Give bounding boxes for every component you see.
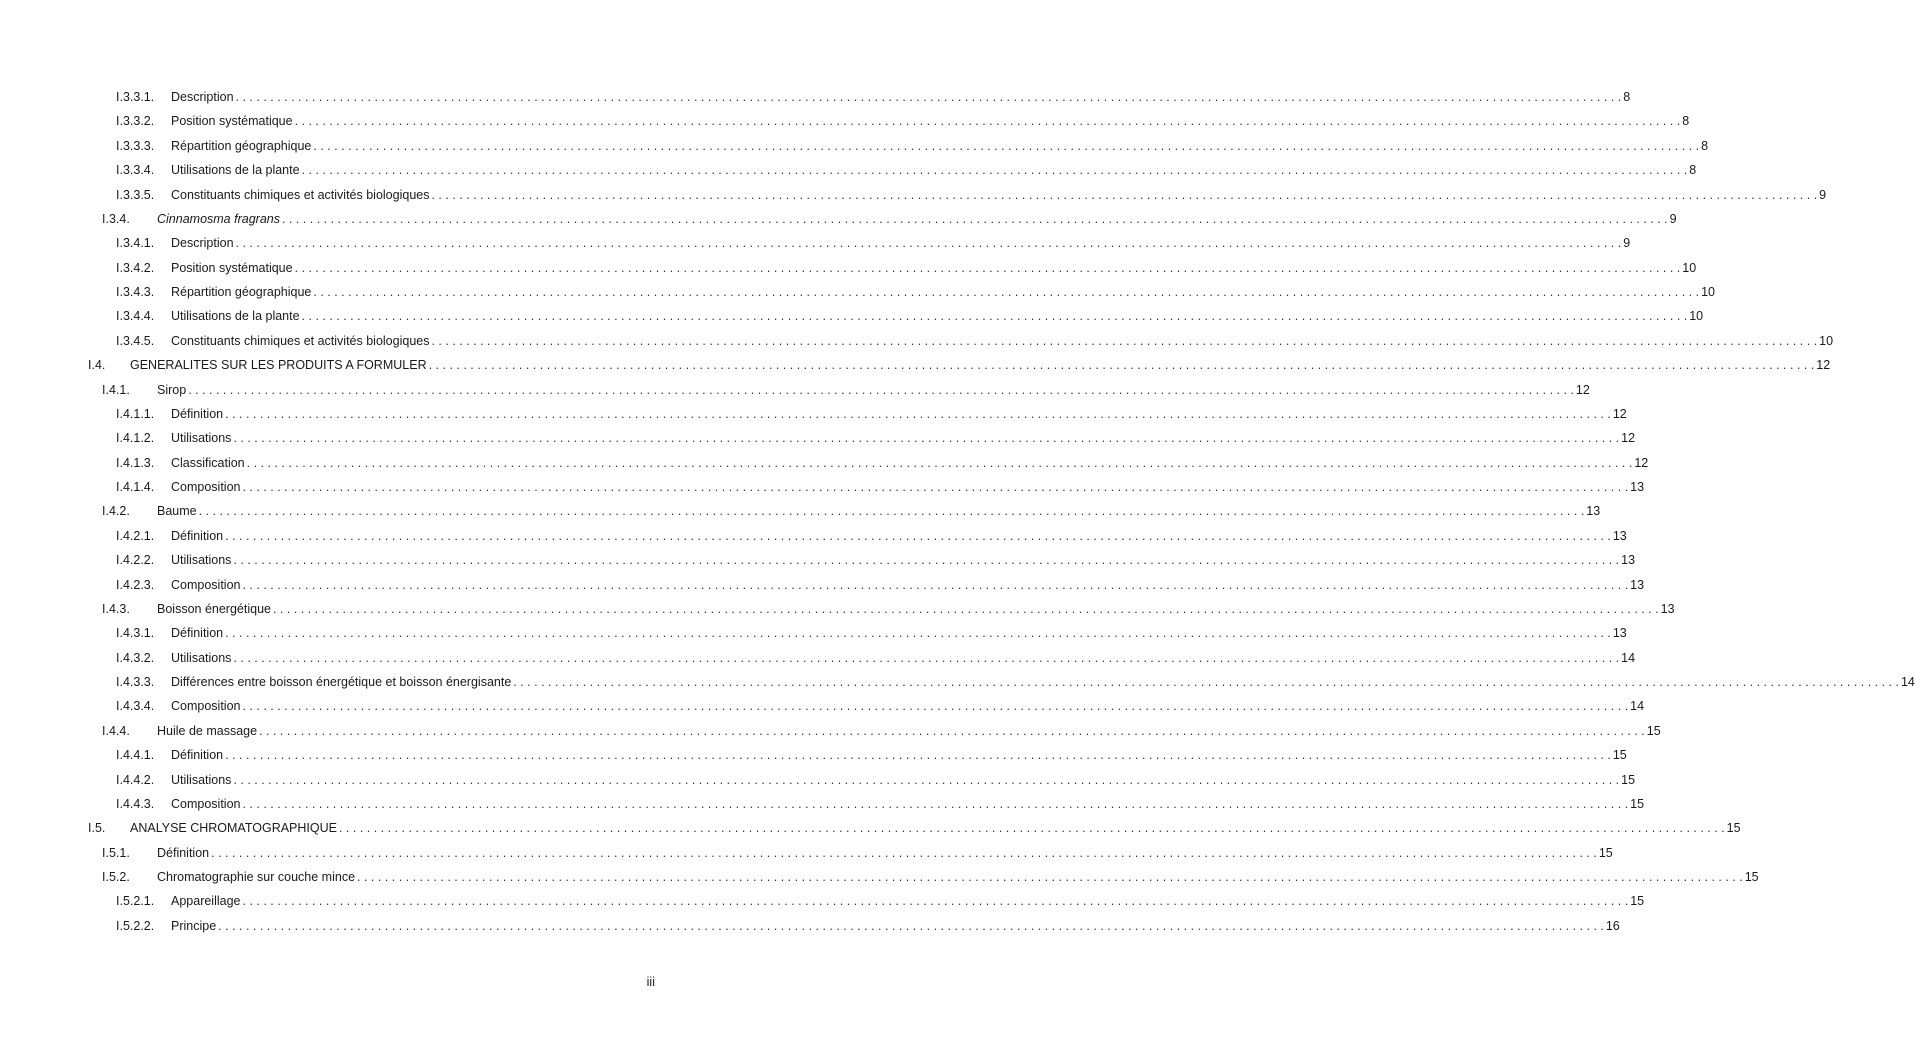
toc-entry-line xyxy=(171,916,1620,936)
toc-entry-line xyxy=(171,136,1709,156)
toc-entry-number: I.3.4.1. xyxy=(116,236,155,251)
toc-entry-page: 12 xyxy=(1621,431,1636,446)
toc-entry-line xyxy=(157,599,1675,619)
dot-leader: . . . . . . . . . . . . . . . . . . . . . . . . . . . . . . . . . . . . . . . . . . . . . . . . . . . . . . . . . . . . . . . . . . . . . . . . . . . . . . . . . . . . . . . . . . . . . . . . . . . . . . . . . . . . . . . . . . . . . . . . . . . . . . . . . . . . . . . . . . . . . . . . . . . . . . . . . . . . . . . . . . . . . . . . . . . . . . . . . . . . . . . . . . . . . . . . . . . . . . . . xyxy=(428,358,1815,373)
dot-leader: . . . . . . . . . . . . . . . . . . . . . . . . . . . . . . . . . . . . . . . . . . . . . . . . . . . . . . . . . . . . . . . . . . . . . . . . . . . . . . . . . . . . . . . . . . . . . . . . . . . . . . . . . . . . . . . . . . . . . . . . . . . . . . . . . . . . . . . . . . . . . . . . . . . . . . . . . . . . . . . . . . . . . . . . . . . . . . . . . . . . . . . . . . . . . . . . . . . . . . . . xyxy=(313,138,1700,153)
toc-entry-number: I.3.3.5. xyxy=(116,187,155,202)
toc-entry-line xyxy=(171,575,1645,595)
toc-entry-number: I.4.2.2. xyxy=(116,553,155,568)
toc-entry-page: 13 xyxy=(1612,626,1627,641)
toc-entry-title: Classification xyxy=(171,455,245,470)
toc-entry-title: Différences entre boisson énergétique et boisson énergisante xyxy=(171,675,512,689)
toc-entry-page: 10 xyxy=(1682,260,1697,275)
table-of-contents xyxy=(0,87,1915,940)
toc-entry-line xyxy=(171,648,1636,668)
toc-entry-page: 12 xyxy=(1816,358,1831,373)
dot-leader: . . . . . . . . . . . . . . . . . . . . . . . . . . . . . . . . . . . . . . . . . . . . . . . . . . . . . . . . . . . . . . . . . . . . . . . . . . . . . . . . . . . . . . . . . . . . . . . . . . . . . . . . . . . . . . . . . . . . . . . . . . . . . . . . . . . . . . . . . . . . . . . . . . . . . . . . . . . . . . . . . . . . . . . . . . . . . . . . . . . . . . . . . . . . . . . . . . . . . . . . xyxy=(242,577,1629,592)
toc-entry-line xyxy=(171,111,1690,131)
dot-leader: . . . . . . . . . . . . . . . . . . . . . . . . . . . . . . . . . . . . . . . . . . . . . . . . . . . . . . . . . . . . . . . . . . . . . . . . . . . . . . . . . . . . . . . . . . . . . . . . . . . . . . . . . . . . . . . . . . . . . . . . . . . . . . . . . . . . . . . . . . . . . . . . . . . . . . . . . . . . . . . . . . . . . . . . . . . . . . . . . . . . . . . . . . . . . . . . . . . . . . . . xyxy=(233,772,1620,787)
dot-leader: . . . . . . . . . . . . . . . . . . . . . . . . . . . . . . . . . . . . . . . . . . . . . . . . . . . . . . . . . . . . . . . . . . . . . . . . . . . . . . . . . . . . . . . . . . . . . . . . . . . . . . . . . . . . . . . . . . . . . . . . . . . . . . . . . . . . . . . . . . . . . . . . . . . . . . . . . . . . . . . . . . . . . . . . . . . . . . . . . . . . . . . . . . . . . . . . . . . . . . . . xyxy=(235,90,1622,104)
dot-leader: . . . . . . . . . . . . . . . . . . . . . . . . . . . . . . . . . . . . . . . . . . . . . . . . . . . . . . . . . . . . . . . . . . . . . . . . . . . . . . . . . . . . . . . . . . . . . . . . . . . . . . . . . . . . . . . . . . . . . . . . . . . . . . . . . . . . . . . . . . . . . . . . . . . . . . . . . . . . . . . . . . . . . . . . . . . . . . . . . . . . . . . . . . . . . . . . . . . . . . . . xyxy=(294,114,1681,129)
toc-entry-number: I.3.3.2. xyxy=(116,114,155,129)
toc-entry[interactable] xyxy=(0,355,1831,379)
toc-entry-number: I.5.2.2. xyxy=(116,918,155,933)
toc-entry-title: Répartition géographique xyxy=(171,285,312,299)
toc-entry-line xyxy=(171,233,1631,253)
toc-entry-title: Description xyxy=(171,236,234,251)
toc-entry[interactable] xyxy=(0,453,1649,477)
toc-entry[interactable] xyxy=(0,258,1697,282)
toc-entry-title: Position systématique xyxy=(171,114,293,129)
dot-leader: . . . . . . . . . . . . . . . . . . . . . . . . . . . . . . . . . . . . . . . . . . . . . . . . . . . . . . . . . . . . . . . . . . . . . . . . . . . . . . . . . . . . . . . . . . . . . . . . . . . . . . . . . . . . . . . . . . . . . . . . . . . . . . . . . . . . . . . . . . . . . . . . . . . . . . . . . . . . . . . . . . . . . . . . . . . . . . . . . . . . . . . . . . . . . . . . . . . . . . . . xyxy=(301,163,1688,178)
toc-entry-page: 15 xyxy=(1598,845,1613,860)
toc-entry[interactable] xyxy=(0,404,1627,428)
toc-entry-page: 9 xyxy=(1623,236,1631,251)
toc-entry-page: 9 xyxy=(1819,187,1827,202)
toc-entry-page: 15 xyxy=(1630,894,1645,909)
toc-entry-number: I.4.2.3. xyxy=(116,577,155,592)
toc-entry-title: Définition xyxy=(171,626,224,641)
toc-entry-page: 15 xyxy=(1646,723,1661,738)
toc-entry-title: Chromatographie sur couche mince xyxy=(157,870,356,884)
toc-entry[interactable] xyxy=(0,306,1704,330)
toc-entry[interactable] xyxy=(0,721,1661,745)
dot-leader: . . . . . . . . . . . . . . . . . . . . . . . . . . . . . . . . . . . . . . . . . . . . . . . . . . . . . . . . . . . . . . . . . . . . . . . . . . . . . . . . . . . . . . . . . . . . . . . . . . . . . . . . . . . . . . . . . . . . . . . . . . . . . . . . . . . . . . . . . . . . . . . . . . . . . . . . . . . . . . . . . . . . . . . . . . . . . . . . . . . . . . . . . . . . . . . . . . . . . . . . xyxy=(235,236,1622,251)
toc-entry-number: I.4.3.4. xyxy=(116,699,155,714)
toc-entry-page: 10 xyxy=(1701,285,1715,299)
dot-leader: . . . . . . . . . . . . . . . . . . . . . . . . . . . . . . . . . . . . . . . . . . . . . . . . . . . . . . . . . . . . . . . . . . . . . . . . . . . . . . . . . . . . . . . . . . . . . . . . . . . . . . . . . . . . . . . . . . . . . . . . . . . . . . . . . . . . . . . . . . . . . . . . . . . . . . . . . . . . . . . . . . . . . . . . . . . . . . . . . . . . . . . . . . . . . . . . . . . . . . . . xyxy=(513,675,1899,689)
toc-entry-number: I.4.4.1. xyxy=(116,748,155,763)
toc-entry-title: Cinnamosma fragrans xyxy=(157,211,280,226)
toc-entry[interactable] xyxy=(0,770,1636,794)
toc-entry[interactable] xyxy=(0,331,1834,355)
toc-entry-title: Utilisations xyxy=(171,553,232,568)
toc-entry-number: I.3.4. xyxy=(102,211,130,226)
toc-entry-title: Description xyxy=(171,90,234,104)
toc-entry-line xyxy=(171,526,1627,546)
toc-entry-title: ANALYSE CHROMATOGRAPHIQUE xyxy=(130,821,337,836)
toc-entry-title: Définition xyxy=(171,406,224,421)
toc-entry-title: Baume xyxy=(157,504,197,519)
toc-entry-page: 8 xyxy=(1682,114,1690,129)
toc-entry-line xyxy=(171,623,1627,643)
toc-entry-line xyxy=(171,185,1827,205)
dot-leader: . . . . . . . . . . . . . . . . . . . . . . . . . . . . . . . . . . . . . . . . . . . . . . . . . . . . . . . . . . . . . . . . . . . . . . . . . . . . . . . . . . . . . . . . . . . . . . . . . . . . . . . . . . . . . . . . . . . . . . . . . . . . . . . . . . . . . . . . . . . . . . . . . . . . . . . . . . . . . . . . . . . . . . . . . . . . . . . . . . . . . . . . . . . . . . . . . . . . . . . . xyxy=(272,601,1659,616)
toc-entry-title: Répartition géographique xyxy=(171,138,312,153)
toc-entry-title: Constituants chimiques et activités biologiques xyxy=(171,333,430,348)
toc-entry-number: I.4.2. xyxy=(102,504,130,519)
toc-entry-line xyxy=(157,501,1601,521)
toc-entry[interactable] xyxy=(0,672,1915,696)
toc-entry-number: I.3.4.3. xyxy=(116,285,155,299)
toc-entry-line xyxy=(171,306,1704,326)
toc-entry[interactable] xyxy=(0,380,1590,404)
toc-entry-title: Définition xyxy=(171,528,224,543)
dot-leader: . . . . . . . . . . . . . . . . . . . . . . . . . . . . . . . . . . . . . . . . . . . . . . . . . . . . . . . . . . . . . . . . . . . . . . . . . . . . . . . . . . . . . . . . . . . . . . . . . . . . . . . . . . . . . . . . . . . . . . . . . . . . . . . . . . . . . . . . . . . . . . . . . . . . . . . . . . . . . . . . . . . . . . . . . . . . . . . . . . . . . . . . . . . . . . . . . . . . . . . . xyxy=(225,626,1611,641)
toc-entry-number: I.4.1.1. xyxy=(116,406,155,421)
toc-entry-title: Définition xyxy=(157,845,210,860)
page-number: iii xyxy=(646,975,655,989)
dot-leader: . . . . . . . . . . . . . . . . . . . . . . . . . . . . . . . . . . . . . . . . . . . . . . . . . . . . . . . . . . . . . . . . . . . . . . . . . . . . . . . . . . . . . . . . . . . . . . . . . . . . . . . . . . . . . . . . . . . . . . . . . . . . . . . . . . . . . . . . . . . . . . . . . . . . . . . . . . . . . . . . . . . . . . . . . . . . . . . . . . . . . . . . . . . . . . . . . . . . . . . . xyxy=(357,870,1743,884)
toc-entry[interactable] xyxy=(0,111,1690,135)
toc-entry[interactable] xyxy=(0,916,1620,940)
dot-leader: . . . . . . . . . . . . . . . . . . . . . . . . . . . . . . . . . . . . . . . . . . . . . . . . . . . . . . . . . . . . . . . . . . . . . . . . . . . . . . . . . . . . . . . . . . . . . . . . . . . . . . . . . . . . . . . . . . . . . . . . . . . . . . . . . . . . . . . . . . . . . . . . . . . . . . . . . . . . . . . . . . . . . . . . . . . . . . . . . . . . . . . . . . . . . . . . . . . . . . . . xyxy=(313,285,1700,299)
toc-entry-number: I.4.3.3. xyxy=(116,675,155,689)
dot-leader: . . . . . . . . . . . . . . . . . . . . . . . . . . . . . . . . . . . . . . . . . . . . . . . . . . . . . . . . . . . . . . . . . . . . . . . . . . . . . . . . . . . . . . . . . . . . . . . . . . . . . . . . . . . . . . . . . . . . . . . . . . . . . . . . . . . . . . . . . . . . . . . . . . . . . . . . . . . . . . . . . . . . . . . . . . . . . . . . . . . . . . . . . . . . . . . . . . . . . . . . xyxy=(198,504,1585,519)
toc-entry-page: 15 xyxy=(1744,870,1759,884)
toc-entry-title: Utilisations xyxy=(171,772,232,787)
dot-leader: . . . . . . . . . . . . . . . . . . . . . . . . . . . . . . . . . . . . . . . . . . . . . . . . . . . . . . . . . . . . . . . . . . . . . . . . . . . . . . . . . . . . . . . . . . . . . . . . . . . . . . . . . . . . . . . . . . . . . . . . . . . . . . . . . . . . . . . . . . . . . . . . . . . . . . . . . . . . . . . . . . . . . . . . . . . . . . . . . . . . . . . . . . . . . . . . . . . . . . . . xyxy=(281,211,1668,226)
dot-leader: . . . . . . . . . . . . . . . . . . . . . . . . . . . . . . . . . . . . . . . . . . . . . . . . . . . . . . . . . . . . . . . . . . . . . . . . . . . . . . . . . . . . . . . . . . . . . . . . . . . . . . . . . . . . . . . . . . . . . . . . . . . . . . . . . . . . . . . . . . . . . . . . . . . . . . . . . . . . . . . . . . . . . . . . . . . . . . . . . . . . . . . . . . . . . . . . . . . . . . . . xyxy=(242,796,1629,811)
toc-entry-number: I.4.3.1. xyxy=(116,626,155,641)
toc-entry-title: Définition xyxy=(171,748,224,763)
toc-entry-line xyxy=(157,380,1590,400)
toc-entry-number: I.4.1.2. xyxy=(116,431,155,446)
toc-entry[interactable] xyxy=(0,209,1677,233)
toc-entry-line xyxy=(171,745,1627,765)
toc-entry-line xyxy=(171,477,1645,497)
toc-entry-title: Composition xyxy=(171,577,241,592)
toc-entry-title: Utilisations de la plante xyxy=(171,163,300,178)
toc-entry[interactable] xyxy=(0,282,1715,306)
toc-entry[interactable] xyxy=(0,696,1645,720)
toc-entry-page: 8 xyxy=(1689,163,1697,178)
toc-entry-number: I.5.1. xyxy=(102,845,130,860)
toc-entry-number: I.5.2.1. xyxy=(116,894,155,909)
toc-entry-page: 14 xyxy=(1621,650,1636,665)
toc-entry-title: Sirop xyxy=(157,382,187,397)
dot-leader: . . . . . . . . . . . . . . . . . . . . . . . . . . . . . . . . . . . . . . . . . . . . . . . . . . . . . . . . . . . . . . . . . . . . . . . . . . . . . . . . . . . . . . . . . . . . . . . . . . . . . . . . . . . . . . . . . . . . . . . . . . . . . . . . . . . . . . . . . . . . . . . . . . . . . . . . . . . . . . . . . . . . . . . . . . . . . . . . . . . . . . . . . . . . . . . . . . . . . . . . xyxy=(233,650,1620,665)
toc-entry-number: I.4.1.3. xyxy=(116,455,155,470)
toc-entry-number: I.3.3.4. xyxy=(116,163,155,178)
toc-entry[interactable] xyxy=(0,794,1645,818)
toc-entry-page: 13 xyxy=(1621,553,1636,568)
toc-entry-page: 13 xyxy=(1630,577,1645,592)
toc-entry-page: 12 xyxy=(1575,382,1590,397)
toc-entry-page: 16 xyxy=(1605,918,1620,933)
toc-entry-title: Boisson énergétique xyxy=(157,601,271,616)
toc-entry-number: I.3.3.1. xyxy=(116,90,155,104)
toc-entry-title: Composition xyxy=(171,480,241,494)
toc-entry-page: 13 xyxy=(1586,504,1601,519)
toc-entry-line xyxy=(171,282,1715,302)
toc-entry-title: Utilisations xyxy=(171,650,232,665)
toc-entry-page: 13 xyxy=(1660,601,1675,616)
toc-entry-title: Appareillage xyxy=(171,894,241,909)
toc-entry-number: I.4.4.3. xyxy=(116,796,155,811)
toc-entry-line xyxy=(157,209,1677,229)
dot-leader: . . . . . . . . . . . . . . . . . . . . . . . . . . . . . . . . . . . . . . . . . . . . . . . . . . . . . . . . . . . . . . . . . . . . . . . . . . . . . . . . . . . . . . . . . . . . . . . . . . . . . . . . . . . . . . . . . . . . . . . . . . . . . . . . . . . . . . . . . . . . . . . . . . . . . . . . . . . . . . . . . . . . . . . . . . . . . . . . . . . . . . . . . . . . . . . . . . . . . . . . xyxy=(211,845,1597,860)
toc-entry[interactable] xyxy=(0,160,1697,184)
dot-leader: . . . . . . . . . . . . . . . . . . . . . . . . . . . . . . . . . . . . . . . . . . . . . . . . . . . . . . . . . . . . . . . . . . . . . . . . . . . . . . . . . . . . . . . . . . . . . . . . . . . . . . . . . . . . . . . . . . . . . . . . . . . . . . . . . . . . . . . . . . . . . . . . . . . . . . . . . . . . . . . . . . . . . . . . . . . . . . . . . . . . . . . . . . . . . . . . . . . . . . . . xyxy=(225,748,1611,763)
toc-entry-number: I.4.1.4. xyxy=(116,480,155,494)
toc-entry-page: 9 xyxy=(1669,211,1677,226)
toc-entry[interactable] xyxy=(0,526,1627,550)
dot-leader: . . . . . . . . . . . . . . . . . . . . . . . . . . . . . . . . . . . . . . . . . . . . . . . . . . . . . . . . . . . . . . . . . . . . . . . . . . . . . . . . . . . . . . . . . . . . . . . . . . . . . . . . . . . . . . . . . . . . . . . . . . . . . . . . . . . . . . . . . . . . . . . . . . . . . . . . . . . . . . . . . . . . . . . . . . . . . . . . . . . . . . . . . . . . . . . . . . . . . . . . xyxy=(294,260,1681,275)
toc-entry-page: 10 xyxy=(1819,333,1834,348)
toc-entry-number: I.5.2. xyxy=(102,870,130,884)
toc-entry-title: Huile de massage xyxy=(157,723,258,738)
toc-entry-line xyxy=(171,891,1645,911)
toc-entry-line xyxy=(171,696,1645,716)
toc-entry-page: 15 xyxy=(1612,748,1627,763)
toc-entry-title: Composition xyxy=(171,699,241,714)
toc-entry-line xyxy=(157,721,1661,741)
dot-leader: . . . . . . . . . . . . . . . . . . . . . . . . . . . . . . . . . . . . . . . . . . . . . . . . . . . . . . . . . . . . . . . . . . . . . . . . . . . . . . . . . . . . . . . . . . . . . . . . . . . . . . . . . . . . . . . . . . . . . . . . . . . . . . . . . . . . . . . . . . . . . . . . . . . . . . . . . . . . . . . . . . . . . . . . . . . . . . . . . . . . . . . . . . . . . . . . . . . . . . . . xyxy=(242,894,1629,909)
toc-entry-title: Utilisations de la plante xyxy=(171,309,300,324)
toc-entry-number: I.3.3.3. xyxy=(116,138,155,153)
toc-entry-line xyxy=(130,818,1741,838)
toc-entry[interactable] xyxy=(0,233,1631,257)
toc-entry-number: I.3.4.5. xyxy=(116,333,155,348)
toc-entry-title: Composition xyxy=(171,796,241,811)
toc-entry-line xyxy=(171,404,1627,424)
toc-entry[interactable] xyxy=(0,599,1675,623)
toc-entry-number: I.4.3. xyxy=(102,601,130,616)
toc-entry[interactable] xyxy=(0,623,1627,647)
toc-entry-page: 15 xyxy=(1726,821,1741,836)
toc-entry-title: Position systématique xyxy=(171,260,293,275)
toc-entry-number: I.4.4.2. xyxy=(116,772,155,787)
dot-leader: . . . . . . . . . . . . . . . . . . . . . . . . . . . . . . . . . . . . . . . . . . . . . . . . . . . . . . . . . . . . . . . . . . . . . . . . . . . . . . . . . . . . . . . . . . . . . . . . . . . . . . . . . . . . . . . . . . . . . . . . . . . . . . . . . . . . . . . . . . . . . . . . . . . . . . . . . . . . . . . . . . . . . . . . . . . . . . . . . . . . . . . . . . . . . . . . . . . . . . . . xyxy=(188,382,1574,397)
toc-entry-number: I.5. xyxy=(88,821,106,836)
toc-entry-line xyxy=(171,770,1636,790)
toc-entry[interactable] xyxy=(0,648,1636,672)
toc-entry[interactable] xyxy=(0,550,1636,574)
toc-entry-line xyxy=(171,160,1697,180)
dot-leader: . . . . . . . . . . . . . . . . . . . . . . . . . . . . . . . . . . . . . . . . . . . . . . . . . . . . . . . . . . . . . . . . . . . . . . . . . . . . . . . . . . . . . . . . . . . . . . . . . . . . . . . . . . . . . . . . . . . . . . . . . . . . . . . . . . . . . . . . . . . . . . . . . . . . . . . . . . . . . . . . . . . . . . . . . . . . . . . . . . . . . . . . . . . . . . . . . . . . . . . . xyxy=(218,918,1604,933)
toc-entry-page: 13 xyxy=(1630,480,1645,494)
toc-entry[interactable] xyxy=(0,428,1636,452)
toc-entry-page: 10 xyxy=(1689,309,1704,324)
toc-entry[interactable] xyxy=(0,87,1631,111)
dot-leader: . . . . . . . . . . . . . . . . . . . . . . . . . . . . . . . . . . . . . . . . . . . . . . . . . . . . . . . . . . . . . . . . . . . . . . . . . . . . . . . . . . . . . . . . . . . . . . . . . . . . . . . . . . . . . . . . . . . . . . . . . . . . . . . . . . . . . . . . . . . . . . . . . . . . . . . . . . . . . . . . . . . . . . . . . . . . . . . . . . . . . . . . . . . . . . . . . . . . . . . . xyxy=(225,528,1611,543)
toc-entry[interactable] xyxy=(0,185,1827,209)
toc-entry-line xyxy=(130,355,1831,375)
toc-entry-page: 12 xyxy=(1612,406,1627,421)
toc-entry[interactable] xyxy=(0,575,1645,599)
toc-entry[interactable] xyxy=(0,477,1645,501)
toc-entry[interactable] xyxy=(0,867,1759,891)
toc-entry-line xyxy=(171,453,1649,473)
toc-entry-line xyxy=(157,843,1613,863)
toc-entry-page: 8 xyxy=(1701,138,1709,153)
toc-entry-page: 14 xyxy=(1900,675,1915,689)
toc-entry-line xyxy=(171,331,1834,351)
toc-entry[interactable] xyxy=(0,501,1601,525)
toc-entry-page: 14 xyxy=(1630,699,1645,714)
toc-entry-number: I.3.4.2. xyxy=(116,260,155,275)
toc-entry[interactable] xyxy=(0,843,1613,867)
dot-leader: . . . . . . . . . . . . . . . . . . . . . . . . . . . . . . . . . . . . . . . . . . . . . . . . . . . . . . . . . . . . . . . . . . . . . . . . . . . . . . . . . . . . . . . . . . . . . . . . . . . . . . . . . . . . . . . . . . . . . . . . . . . . . . . . . . . . . . . . . . . . . . . . . . . . . . . . . . . . . . . . . . . . . . . . . . . . . . . . . . . . . . . . . . . . . . . . . . . . . . . . xyxy=(301,309,1688,324)
dot-leader: . . . . . . . . . . . . . . . . . . . . . . . . . . . . . . . . . . . . . . . . . . . . . . . . . . . . . . . . . . . . . . . . . . . . . . . . . . . . . . . . . . . . . . . . . . . . . . . . . . . . . . . . . . . . . . . . . . . . . . . . . . . . . . . . . . . . . . . . . . . . . . . . . . . . . . . . . . . . . . . . . . . . . . . . . . . . . . . . . . . . . . . . . . . . . . . . . . . . . . . . xyxy=(233,553,1620,568)
toc-entry-page: 13 xyxy=(1612,528,1627,543)
toc-entry[interactable] xyxy=(0,136,1709,160)
toc-entry-title: Principe xyxy=(171,918,217,933)
toc-entry-number: I.4.3.2. xyxy=(116,650,155,665)
dot-leader: . . . . . . . . . . . . . . . . . . . . . . . . . . . . . . . . . . . . . . . . . . . . . . . . . . . . . . . . . . . . . . . . . . . . . . . . . . . . . . . . . . . . . . . . . . . . . . . . . . . . . . . . . . . . . . . . . . . . . . . . . . . . . . . . . . . . . . . . . . . . . . . . . . . . . . . . . . . . . . . . . . . . . . . . . . . . . . . . . . . . . . . . . . . . . . . . . . . . . . . . xyxy=(233,431,1620,446)
toc-entry-title: GENERALITES SUR LES PRODUITS A FORMULER xyxy=(130,358,427,373)
toc-entry-line xyxy=(171,794,1645,814)
toc-entry-page: 15 xyxy=(1630,796,1645,811)
toc-entry-line xyxy=(171,672,1915,692)
toc-entry-title: Constituants chimiques et activités biologiques xyxy=(171,187,430,202)
dot-leader: . . . . . . . . . . . . . . . . . . . . . . . . . . . . . . . . . . . . . . . . . . . . . . . . . . . . . . . . . . . . . . . . . . . . . . . . . . . . . . . . . . . . . . . . . . . . . . . . . . . . . . . . . . . . . . . . . . . . . . . . . . . . . . . . . . . . . . . . . . . . . . . . . . . . . . . . . . . . . . . . . . . . . . . . . . . . . . . . . . . . . . . . . . . . . . . . . . . . . . . . xyxy=(242,480,1629,494)
toc-entry-page: 15 xyxy=(1621,772,1636,787)
toc-entry-line xyxy=(171,87,1631,107)
toc-entry-line xyxy=(157,867,1759,887)
dot-leader: . . . . . . . . . . . . . . . . . . . . . . . . . . . . . . . . . . . . . . . . . . . . . . . . . . . . . . . . . . . . . . . . . . . . . . . . . . . . . . . . . . . . . . . . . . . . . . . . . . . . . . . . . . . . . . . . . . . . . . . . . . . . . . . . . . . . . . . . . . . . . . . . . . . . . . . . . . . . . . . . . . . . . . . . . . . . . . . . . . . . . . . . . . . . . . . . . . . . . . . . xyxy=(431,187,1818,202)
toc-entry-line xyxy=(171,550,1636,570)
dot-leader: . . . . . . . . . . . . . . . . . . . . . . . . . . . . . . . . . . . . . . . . . . . . . . . . . . . . . . . . . . . . . . . . . . . . . . . . . . . . . . . . . . . . . . . . . . . . . . . . . . . . . . . . . . . . . . . . . . . . . . . . . . . . . . . . . . . . . . . . . . . . . . . . . . . . . . . . . . . . . . . . . . . . . . . . . . . . . . . . . . . . . . . . . . . . . . . . . . . . . . . . xyxy=(338,821,1725,836)
toc-entry-line xyxy=(171,258,1697,278)
dot-leader: . . . . . . . . . . . . . . . . . . . . . . . . . . . . . . . . . . . . . . . . . . . . . . . . . . . . . . . . . . . . . . . . . . . . . . . . . . . . . . . . . . . . . . . . . . . . . . . . . . . . . . . . . . . . . . . . . . . . . . . . . . . . . . . . . . . . . . . . . . . . . . . . . . . . . . . . . . . . . . . . . . . . . . . . . . . . . . . . . . . . . . . . . . . . . . . . . . . . . . . . xyxy=(225,406,1611,421)
toc-entry-number: I.4. xyxy=(88,358,106,373)
dot-leader: . . . . . . . . . . . . . . . . . . . . . . . . . . . . . . . . . . . . . . . . . . . . . . . . . . . . . . . . . . . . . . . . . . . . . . . . . . . . . . . . . . . . . . . . . . . . . . . . . . . . . . . . . . . . . . . . . . . . . . . . . . . . . . . . . . . . . . . . . . . . . . . . . . . . . . . . . . . . . . . . . . . . . . . . . . . . . . . . . . . . . . . . . . . . . . . . . . . . . . . . xyxy=(431,333,1818,348)
dot-leader: . . . . . . . . . . . . . . . . . . . . . . . . . . . . . . . . . . . . . . . . . . . . . . . . . . . . . . . . . . . . . . . . . . . . . . . . . . . . . . . . . . . . . . . . . . . . . . . . . . . . . . . . . . . . . . . . . . . . . . . . . . . . . . . . . . . . . . . . . . . . . . . . . . . . . . . . . . . . . . . . . . . . . . . . . . . . . . . . . . . . . . . . . . . . . . . . . . . . . . . . xyxy=(242,699,1629,714)
toc-entry-number: I.4.1. xyxy=(102,382,130,397)
dot-leader: . . . . . . . . . . . . . . . . . . . . . . . . . . . . . . . . . . . . . . . . . . . . . . . . . . . . . . . . . . . . . . . . . . . . . . . . . . . . . . . . . . . . . . . . . . . . . . . . . . . . . . . . . . . . . . . . . . . . . . . . . . . . . . . . . . . . . . . . . . . . . . . . . . . . . . . . . . . . . . . . . . . . . . . . . . . . . . . . . . . . . . . . . . . . . . . . . . . . . . . . xyxy=(259,723,1645,738)
toc-entry[interactable] xyxy=(0,818,1741,842)
toc-entry[interactable] xyxy=(0,891,1645,915)
dot-leader: . . . . . . . . . . . . . . . . . . . . . . . . . . . . . . . . . . . . . . . . . . . . . . . . . . . . . . . . . . . . . . . . . . . . . . . . . . . . . . . . . . . . . . . . . . . . . . . . . . . . . . . . . . . . . . . . . . . . . . . . . . . . . . . . . . . . . . . . . . . . . . . . . . . . . . . . . . . . . . . . . . . . . . . . . . . . . . . . . . . . . . . . . . . . . . . . . . . . . . . . xyxy=(246,455,1633,470)
toc-entry-page: 12 xyxy=(1634,455,1649,470)
toc-entry-page: 8 xyxy=(1623,90,1631,104)
toc-entry-line xyxy=(171,428,1636,448)
toc-entry[interactable] xyxy=(0,745,1627,769)
toc-entry-title: Utilisations xyxy=(171,431,232,446)
toc-entry-number: I.3.4.4. xyxy=(116,309,155,324)
toc-entry-number: I.4.2.1. xyxy=(116,528,155,543)
toc-entry-number: I.4.4. xyxy=(102,723,130,738)
